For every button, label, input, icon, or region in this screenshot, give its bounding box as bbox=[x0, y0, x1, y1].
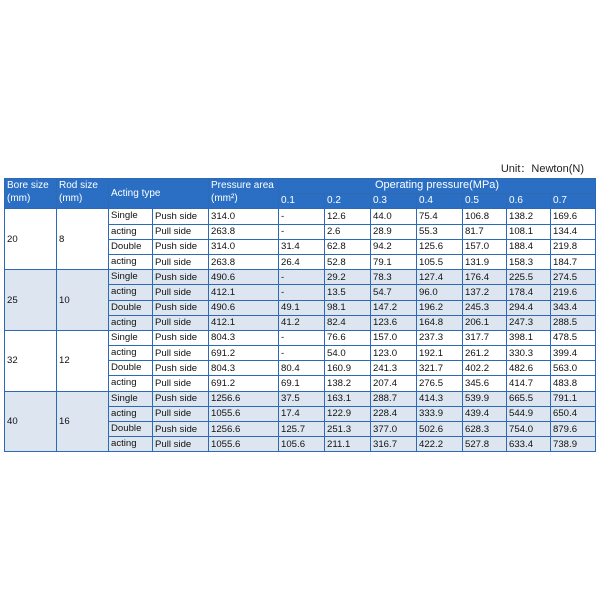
force-value-cell: 377.0 bbox=[371, 422, 417, 437]
force-value-cell: 317.7 bbox=[463, 330, 507, 345]
acting-type-cell: acting bbox=[109, 406, 153, 421]
force-value-cell: 163.1 bbox=[325, 391, 371, 406]
bore-size-cell: 20 bbox=[5, 209, 57, 270]
force-value-cell: 17.4 bbox=[279, 406, 325, 421]
side-cell: Push side bbox=[153, 239, 209, 254]
pressure-area-cell: 1055.6 bbox=[209, 437, 279, 452]
force-value-cell: 879.6 bbox=[551, 422, 596, 437]
force-value-cell: 422.2 bbox=[417, 437, 463, 452]
force-value-cell: 138.2 bbox=[325, 376, 371, 391]
force-value-cell: 28.9 bbox=[371, 224, 417, 239]
force-value-cell: 157.0 bbox=[463, 239, 507, 254]
header-row-1 bbox=[5, 179, 596, 194]
force-value-cell: 81.7 bbox=[463, 224, 507, 239]
force-value-cell: 55.3 bbox=[417, 224, 463, 239]
force-value-cell: 123.6 bbox=[371, 315, 417, 330]
force-value-cell: 241.3 bbox=[371, 361, 417, 376]
pressure-area-cell: 804.3 bbox=[209, 330, 279, 345]
header-pressure-area bbox=[209, 179, 279, 209]
force-value-cell: 274.5 bbox=[551, 270, 596, 285]
header-rod-size bbox=[57, 179, 109, 209]
force-value-cell: 82.4 bbox=[325, 315, 371, 330]
rod-size-cell: 12 bbox=[57, 330, 109, 391]
table-row bbox=[5, 330, 596, 345]
force-value-cell: 137.2 bbox=[463, 285, 507, 300]
force-value-cell: 402.2 bbox=[463, 361, 507, 376]
force-value-cell: 178.4 bbox=[507, 285, 551, 300]
force-value-cell: 237.3 bbox=[417, 330, 463, 345]
force-value-cell: 539.9 bbox=[463, 391, 507, 406]
force-value-cell: 207.4 bbox=[371, 376, 417, 391]
force-value-cell: 160.9 bbox=[325, 361, 371, 376]
side-cell: Push side bbox=[153, 270, 209, 285]
force-value-cell: 316.7 bbox=[371, 437, 417, 452]
force-value-cell: 650.4 bbox=[551, 406, 596, 421]
force-value-cell: 276.5 bbox=[417, 376, 463, 391]
force-value-cell: 333.9 bbox=[417, 406, 463, 421]
bore-group-3 bbox=[5, 391, 596, 452]
acting-type-cell: acting bbox=[109, 315, 153, 330]
acting-type-cell: acting bbox=[109, 346, 153, 361]
force-value-cell: 127.4 bbox=[417, 270, 463, 285]
force-value-cell: - bbox=[279, 346, 325, 361]
header-pressure-5: 0.6 bbox=[507, 194, 551, 209]
acting-type-cell: Single bbox=[109, 209, 153, 224]
side-cell: Pull side bbox=[153, 224, 209, 239]
side-cell: Push side bbox=[153, 209, 209, 224]
force-value-cell: 147.2 bbox=[371, 300, 417, 315]
pressure-area-cell: 691.2 bbox=[209, 346, 279, 361]
force-value-cell: 134.4 bbox=[551, 224, 596, 239]
force-value-cell: 37.5 bbox=[279, 391, 325, 406]
side-cell: Pull side bbox=[153, 406, 209, 421]
header-acting-type-text: Acting type bbox=[111, 188, 161, 200]
force-value-cell: 192.1 bbox=[417, 346, 463, 361]
acting-type-cell: Double bbox=[109, 361, 153, 376]
force-value-cell: 108.1 bbox=[507, 224, 551, 239]
force-value-cell: 196.2 bbox=[417, 300, 463, 315]
force-value-cell: 131.9 bbox=[463, 254, 507, 269]
force-value-cell: 261.2 bbox=[463, 346, 507, 361]
pressure-area-cell: 804.3 bbox=[209, 361, 279, 376]
force-value-cell: 321.7 bbox=[417, 361, 463, 376]
force-value-cell: 754.0 bbox=[507, 422, 551, 437]
theoretical-output-table bbox=[4, 178, 596, 452]
force-value-cell: 245.3 bbox=[463, 300, 507, 315]
force-value-cell: 29.2 bbox=[325, 270, 371, 285]
pressure-area-cell: 490.6 bbox=[209, 300, 279, 315]
force-value-cell: 184.7 bbox=[551, 254, 596, 269]
force-value-cell: 791.1 bbox=[551, 391, 596, 406]
force-value-cell: 414.7 bbox=[507, 376, 551, 391]
force-value-cell: 26.4 bbox=[279, 254, 325, 269]
header-pressure-0: 0.1 bbox=[279, 194, 325, 209]
side-cell: Push side bbox=[153, 361, 209, 376]
force-value-cell: 483.8 bbox=[551, 376, 596, 391]
acting-type-cell: acting bbox=[109, 437, 153, 452]
force-value-cell: 628.3 bbox=[463, 422, 507, 437]
pressure-area-cell: 490.6 bbox=[209, 270, 279, 285]
force-value-cell: 343.4 bbox=[551, 300, 596, 315]
header-rod-size-text: Rod size (mm) bbox=[59, 180, 98, 204]
pressure-area-cell: 314.0 bbox=[209, 209, 279, 224]
force-value-cell: 54.7 bbox=[371, 285, 417, 300]
force-value-cell: - bbox=[279, 270, 325, 285]
table-row bbox=[5, 270, 596, 285]
force-value-cell: - bbox=[279, 330, 325, 345]
force-value-cell: 398.1 bbox=[507, 330, 551, 345]
force-value-cell: 251.3 bbox=[325, 422, 371, 437]
force-value-cell: 188.4 bbox=[507, 239, 551, 254]
force-value-cell: 2.6 bbox=[325, 224, 371, 239]
force-value-cell: - bbox=[279, 285, 325, 300]
pressure-area-cell: 691.2 bbox=[209, 376, 279, 391]
force-value-cell: 123.0 bbox=[371, 346, 417, 361]
header-bore-size bbox=[5, 179, 57, 209]
force-value-cell: 330.3 bbox=[507, 346, 551, 361]
force-value-cell: 122.9 bbox=[325, 406, 371, 421]
force-value-cell: 206.1 bbox=[463, 315, 507, 330]
header-operating-pressure bbox=[279, 179, 596, 194]
force-value-cell: 738.9 bbox=[551, 437, 596, 452]
force-value-cell: 294.4 bbox=[507, 300, 551, 315]
force-value-cell: 79.1 bbox=[371, 254, 417, 269]
bore-group-2 bbox=[5, 330, 596, 391]
bore-size-cell: 40 bbox=[5, 391, 57, 452]
force-value-cell: 52.8 bbox=[325, 254, 371, 269]
force-value-cell: 41.2 bbox=[279, 315, 325, 330]
force-value-cell: 247.3 bbox=[507, 315, 551, 330]
force-value-cell: 106.8 bbox=[463, 209, 507, 224]
header-bore-size-text: Bore size (mm) bbox=[7, 180, 49, 204]
pressure-area-cell: 314.0 bbox=[209, 239, 279, 254]
pressure-area-cell: 263.8 bbox=[209, 224, 279, 239]
force-value-cell: 62.8 bbox=[325, 239, 371, 254]
force-value-cell: 96.0 bbox=[417, 285, 463, 300]
force-value-cell: 544.9 bbox=[507, 406, 551, 421]
force-value-cell: 94.2 bbox=[371, 239, 417, 254]
force-value-cell: 527.8 bbox=[463, 437, 507, 452]
force-value-cell: 225.5 bbox=[507, 270, 551, 285]
force-value-cell: 13.5 bbox=[325, 285, 371, 300]
force-value-cell: 439.4 bbox=[463, 406, 507, 421]
force-value-cell: 44.0 bbox=[371, 209, 417, 224]
force-value-cell: 219.8 bbox=[551, 239, 596, 254]
rod-size-cell: 10 bbox=[57, 270, 109, 331]
acting-type-cell: Single bbox=[109, 330, 153, 345]
force-value-cell: 49.1 bbox=[279, 300, 325, 315]
force-value-cell: - bbox=[279, 224, 325, 239]
acting-type-cell: acting bbox=[109, 254, 153, 269]
pressure-area-cell: 1256.6 bbox=[209, 391, 279, 406]
force-value-cell: 125.6 bbox=[417, 239, 463, 254]
force-value-cell: 633.4 bbox=[507, 437, 551, 452]
force-value-cell: 76.6 bbox=[325, 330, 371, 345]
force-value-cell: 125.7 bbox=[279, 422, 325, 437]
force-value-cell: 502.6 bbox=[417, 422, 463, 437]
header-pressure-3: 0.4 bbox=[417, 194, 463, 209]
header-acting-type bbox=[109, 179, 209, 209]
acting-type-cell: acting bbox=[109, 285, 153, 300]
acting-type-cell: Single bbox=[109, 391, 153, 406]
force-value-cell: 75.4 bbox=[417, 209, 463, 224]
force-value-cell: 288.7 bbox=[371, 391, 417, 406]
force-value-cell: 105.5 bbox=[417, 254, 463, 269]
side-cell: Pull side bbox=[153, 315, 209, 330]
acting-type-cell: acting bbox=[109, 224, 153, 239]
force-value-cell: 414.3 bbox=[417, 391, 463, 406]
force-value-cell: 665.5 bbox=[507, 391, 551, 406]
force-value-cell: 12.6 bbox=[325, 209, 371, 224]
force-value-cell: 69.1 bbox=[279, 376, 325, 391]
side-cell: Pull side bbox=[153, 254, 209, 269]
rod-size-cell: 16 bbox=[57, 391, 109, 452]
force-value-cell: 288.5 bbox=[551, 315, 596, 330]
bore-group-1 bbox=[5, 270, 596, 331]
pressure-area-cell: 263.8 bbox=[209, 254, 279, 269]
force-value-cell: 158.3 bbox=[507, 254, 551, 269]
side-cell: Push side bbox=[153, 330, 209, 345]
header-pressure-2: 0.3 bbox=[371, 194, 417, 209]
pressure-area-cell: 412.1 bbox=[209, 315, 279, 330]
unit-label: Unit：Newton(N) bbox=[500, 163, 584, 175]
side-cell: Pull side bbox=[153, 346, 209, 361]
side-cell: Pull side bbox=[153, 437, 209, 452]
force-value-cell: 211.1 bbox=[325, 437, 371, 452]
force-value-cell: 54.0 bbox=[325, 346, 371, 361]
pressure-area-cell: 1256.6 bbox=[209, 422, 279, 437]
force-value-cell: 176.4 bbox=[463, 270, 507, 285]
acting-type-cell: Single bbox=[109, 270, 153, 285]
pressure-area-cell: 412.1 bbox=[209, 285, 279, 300]
force-value-cell: 169.6 bbox=[551, 209, 596, 224]
header-pressure-area-text: Pressure area (mm²) bbox=[211, 180, 274, 204]
header-pressure-1: 0.2 bbox=[325, 194, 371, 209]
force-value-cell: 164.8 bbox=[417, 315, 463, 330]
bore-size-cell: 25 bbox=[5, 270, 57, 331]
rod-size-cell: 8 bbox=[57, 209, 109, 270]
force-value-cell: 399.4 bbox=[551, 346, 596, 361]
force-value-cell: 157.0 bbox=[371, 330, 417, 345]
header-operating-pressure-text: Operating pressure(MPa) bbox=[374, 179, 500, 191]
force-value-cell: - bbox=[279, 209, 325, 224]
header-pressure-4: 0.5 bbox=[463, 194, 507, 209]
side-cell: Pull side bbox=[153, 376, 209, 391]
force-value-cell: 78.3 bbox=[371, 270, 417, 285]
side-cell: Pull side bbox=[153, 285, 209, 300]
table-row bbox=[5, 391, 596, 406]
acting-type-cell: Double bbox=[109, 422, 153, 437]
force-value-cell: 478.5 bbox=[551, 330, 596, 345]
side-cell: Push side bbox=[153, 422, 209, 437]
force-value-cell: 482.6 bbox=[507, 361, 551, 376]
table-row bbox=[5, 209, 596, 224]
bore-group-0 bbox=[5, 209, 596, 270]
force-value-cell: 105.6 bbox=[279, 437, 325, 452]
header-pressure-6: 0.7 bbox=[551, 194, 596, 209]
bore-size-cell: 32 bbox=[5, 330, 57, 391]
force-value-cell: 345.6 bbox=[463, 376, 507, 391]
force-value-cell: 31.4 bbox=[279, 239, 325, 254]
force-value-cell: 80.4 bbox=[279, 361, 325, 376]
force-value-cell: 563.0 bbox=[551, 361, 596, 376]
force-value-cell: 219.6 bbox=[551, 285, 596, 300]
acting-type-cell: Double bbox=[109, 239, 153, 254]
acting-type-cell: Double bbox=[109, 300, 153, 315]
acting-type-cell: acting bbox=[109, 376, 153, 391]
force-value-cell: 228.4 bbox=[371, 406, 417, 421]
side-cell: Push side bbox=[153, 391, 209, 406]
pressure-area-cell: 1055.6 bbox=[209, 406, 279, 421]
force-value-cell: 98.1 bbox=[325, 300, 371, 315]
force-value-cell: 138.2 bbox=[507, 209, 551, 224]
side-cell: Push side bbox=[153, 300, 209, 315]
